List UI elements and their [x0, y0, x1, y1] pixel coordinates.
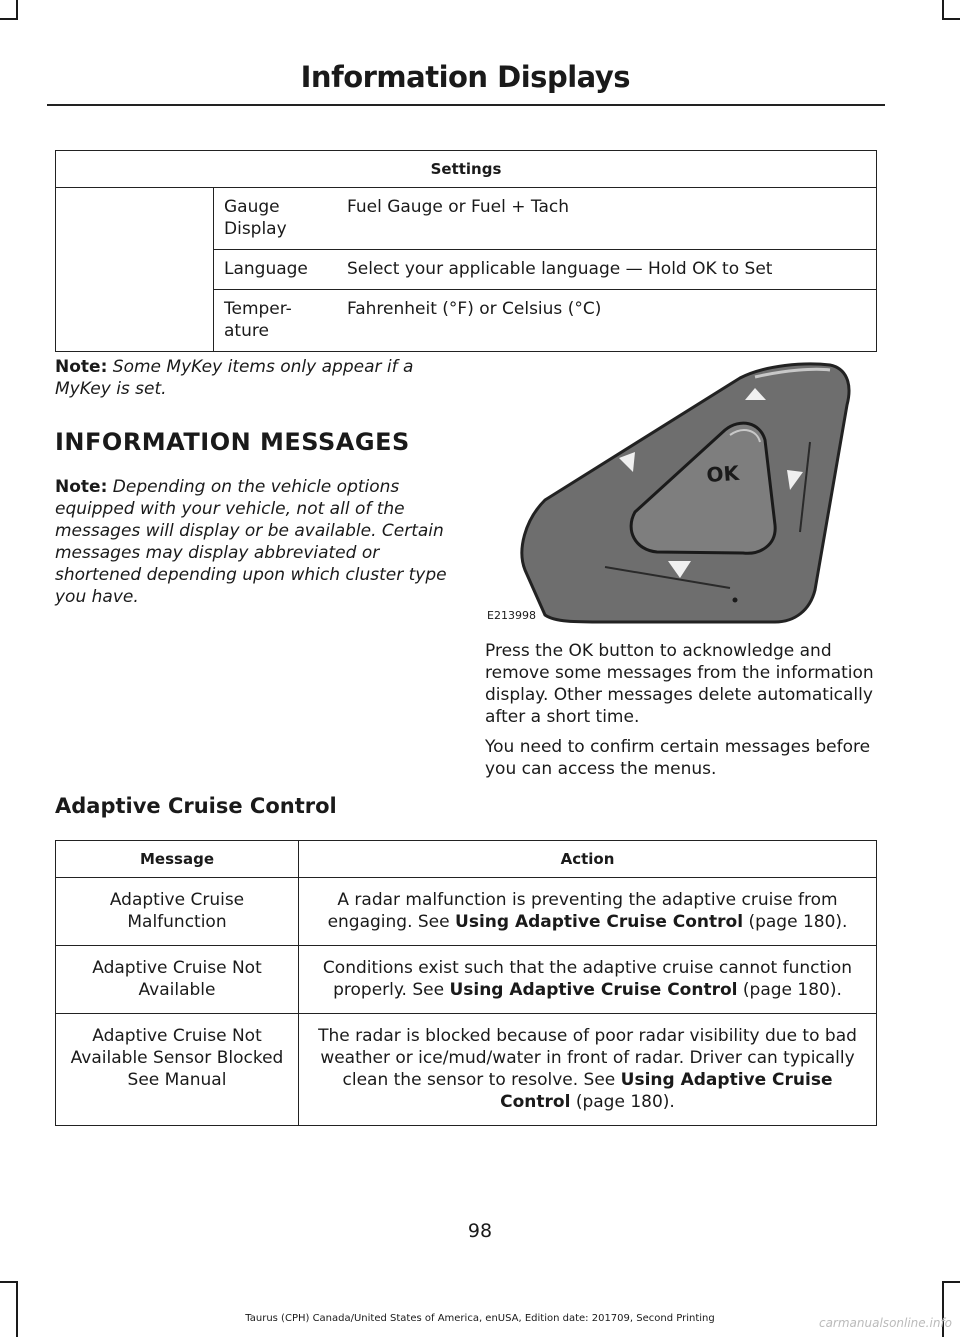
table-row — [56, 188, 877, 250]
setting-value: Select your applicable language — Hold OK to Set — [337, 250, 877, 290]
page-reference: (page 180). — [748, 912, 848, 932]
note-label: Note: — [55, 477, 108, 497]
action-text: The radar is blocked because of poor radar visibility due to bad weather or ice/mud/water in front of radar. Driver can typically clean the sensor to resolve. See — [318, 1026, 857, 1090]
crop-mark — [16, 1281, 18, 1337]
table-row — [56, 878, 877, 946]
setting-label: Gauge Display — [214, 188, 338, 250]
note-vehicle-options — [55, 476, 450, 608]
note-label: Note: — [55, 357, 108, 377]
column-header-message: Message — [56, 841, 299, 878]
ok-label: OK — [705, 460, 740, 487]
subsection-heading: Adaptive Cruise Control — [55, 794, 337, 818]
column-header-action: Action — [299, 841, 877, 878]
figure-code: E213998 — [487, 609, 536, 622]
cross-reference-link[interactable]: Using Adaptive Cruise Control — [500, 1070, 833, 1112]
paragraph-confirm-messages: You need to confirm certain messages before you can access the menus. — [485, 737, 871, 779]
crop-mark — [16, 0, 18, 20]
setting-label: Temper-ature — [214, 290, 338, 352]
steering-switch-illustration — [485, 360, 880, 628]
screw-dot — [733, 598, 738, 603]
crop-mark — [0, 18, 18, 20]
message-cell: Adaptive Cruise Not Available — [56, 946, 299, 1014]
page-reference: (page 180). — [575, 1092, 675, 1112]
settings-table — [55, 150, 877, 352]
paragraph-ok-button: Press the OK button to acknowledge and remove some messages from the information display. Other messages delete automatically after a short time. — [485, 641, 874, 727]
crop-mark — [0, 1281, 18, 1283]
action-text: A radar malfunction is preventing the adaptive cruise from engaging. See — [327, 890, 838, 932]
setting-value: Fuel Gauge or Fuel + Tach — [337, 188, 877, 250]
cross-reference-link[interactable]: Using Adaptive Cruise Control — [455, 912, 744, 932]
action-text: Conditions exist such that the adaptive cruise cannot function properly. See — [322, 958, 853, 1000]
crop-mark — [942, 18, 960, 20]
crop-mark — [942, 1281, 960, 1283]
setting-label: Language — [214, 250, 338, 290]
acc-messages-table — [55, 840, 877, 1126]
empty-cell — [56, 188, 214, 352]
crop-mark — [942, 0, 944, 20]
action-cell — [299, 878, 877, 946]
table-row — [56, 946, 877, 1014]
cross-reference-link[interactable]: Using Adaptive Cruise Control — [449, 980, 738, 1000]
note-mykey — [55, 356, 450, 400]
watermark: carmanualsonline.info — [818, 1316, 952, 1330]
settings-table-caption: Settings — [56, 151, 877, 188]
page-reference: (page 180). — [742, 980, 842, 1000]
page-number: 98 — [467, 1220, 493, 1242]
note-text: Some MyKey items only appear if a MyKey is set. — [55, 357, 414, 399]
section-heading: INFORMATION MESSAGES — [55, 428, 410, 456]
table-row — [56, 1014, 877, 1126]
message-cell: Adaptive Cruise Malfunction — [56, 878, 299, 946]
setting-value: Fahrenheit (°F) or Celsius (°C) — [337, 290, 877, 352]
action-cell — [299, 946, 877, 1014]
header-divider — [47, 104, 885, 106]
edition-footer: Taurus (CPH) Canada/United States of America, enUSA, Edition date: 201709, Second Printing — [245, 1313, 715, 1324]
note-text: Depending on the vehicle options equipped with your vehicle, not all of the messages will display or be available. Certain messages may display abbreviated or shortened depending upon which cluster type you have. — [55, 477, 447, 607]
action-cell — [299, 1014, 877, 1126]
message-cell: Adaptive Cruise Not Available Sensor Blocked See Manual — [56, 1014, 299, 1126]
page-title: Information Displays — [300, 60, 630, 94]
